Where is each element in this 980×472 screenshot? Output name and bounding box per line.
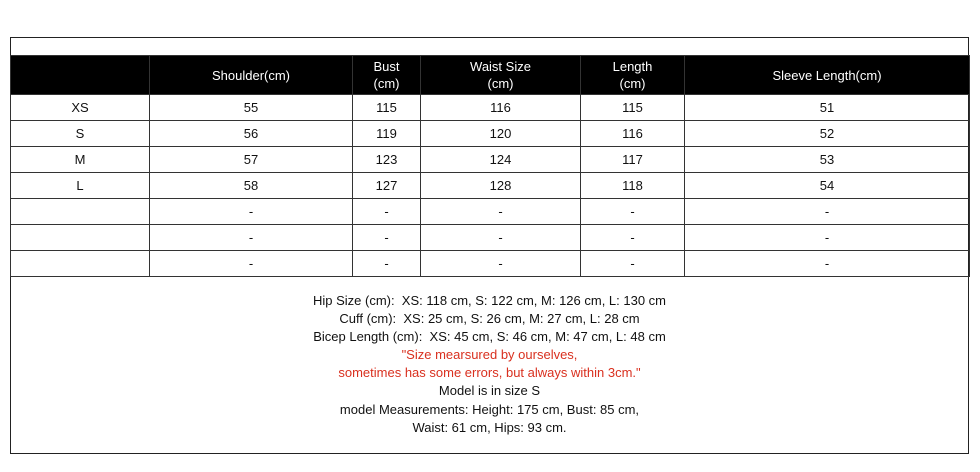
table-cell: 57 [150, 147, 353, 173]
header-label: Sleeve Length(cm) [772, 67, 882, 83]
table-cell: - [581, 251, 685, 277]
header-label: Length [612, 59, 653, 74]
header-cell-shoulder [150, 56, 353, 95]
table-cell: 120 [421, 121, 581, 147]
table-row [11, 95, 970, 121]
size-label-cell: M [11, 147, 150, 173]
table-cell: - [581, 199, 685, 225]
table-row [11, 199, 970, 225]
size-label-cell [11, 225, 150, 251]
table-cell: - [685, 251, 970, 277]
table-cell: - [421, 225, 581, 251]
table-cell: 128 [421, 173, 581, 199]
table-cell: - [685, 225, 970, 251]
table-row [11, 225, 970, 251]
table-cell: - [581, 225, 685, 251]
table-cell: 116 [421, 95, 581, 121]
size-notes [10, 292, 969, 437]
table-cell: 118 [581, 173, 685, 199]
disclaimer-line-1: "Size mearsured by ourselves, [401, 347, 578, 363]
table-cell: 55 [150, 95, 353, 121]
header-cell-waist [421, 56, 581, 95]
model-measurements-line-2: Waist: 61 cm, Hips: 93 cm. [412, 419, 567, 435]
size-label-cell [11, 199, 150, 225]
table-row [11, 147, 970, 173]
size-table [10, 55, 970, 277]
hip-size-line: Hip Size (cm): XS: 118 cm, S: 122 cm, M: 126 cm, L: 130 cm [312, 293, 667, 308]
table-cell: - [685, 199, 970, 225]
table-cell: 115 [581, 95, 685, 121]
table-cell: - [150, 251, 353, 277]
cuff-line: Cuff (cm): XS: 25 cm, S: 26 cm, M: 27 cm, L: 28 cm [339, 311, 640, 327]
table-cell: 53 [685, 147, 970, 173]
table-cell: 123 [353, 147, 421, 173]
table-row [11, 251, 970, 277]
header-cell-length [581, 56, 685, 95]
table-row [11, 173, 970, 199]
disclaimer-line-2: sometimes has some errors, but always within 3cm." [338, 365, 641, 381]
table-body [11, 95, 970, 277]
size-label-cell: S [11, 121, 150, 147]
header-cell-sleeve [685, 56, 970, 95]
table-header-row [11, 56, 970, 95]
header-cell-size [11, 56, 150, 95]
table-cell: - [150, 225, 353, 251]
model-measurements-line-1: model Measurements: Height: 175 cm, Bust: 85 cm, [339, 401, 640, 417]
bicep-line: Bicep Length (cm): XS: 45 cm, S: 46 cm, M: 47 cm, L: 48 cm [313, 329, 666, 345]
header-label: Shoulder(cm) [211, 67, 291, 83]
header-unit: (cm) [619, 76, 646, 91]
table-cell: 54 [685, 173, 970, 199]
header-label: Waist Size [470, 59, 531, 74]
size-label-cell: XS [11, 95, 150, 121]
size-label-cell: L [11, 173, 150, 199]
table-cell: 117 [581, 147, 685, 173]
table-cell: 58 [150, 173, 353, 199]
table-cell: - [150, 199, 353, 225]
header-unit: (cm) [373, 76, 400, 91]
table-cell: 124 [421, 147, 581, 173]
table-cell: 116 [581, 121, 685, 147]
table-cell: - [421, 199, 581, 225]
table-cell: - [353, 225, 421, 251]
table-cell: 52 [685, 121, 970, 147]
header-label: Bust [373, 59, 400, 74]
table-cell: 56 [150, 121, 353, 147]
table-row [11, 121, 970, 147]
header-cell-bust [353, 56, 421, 95]
table-cell: - [353, 199, 421, 225]
table-cell: 127 [353, 173, 421, 199]
table-cell: 115 [353, 95, 421, 121]
table-cell: 51 [685, 95, 970, 121]
table-cell: 119 [353, 121, 421, 147]
table-cell: - [353, 251, 421, 277]
size-label-cell [11, 251, 150, 277]
model-size-line: Model is in size S [438, 383, 541, 399]
header-unit: (cm) [487, 76, 514, 91]
table-cell: - [421, 251, 581, 277]
